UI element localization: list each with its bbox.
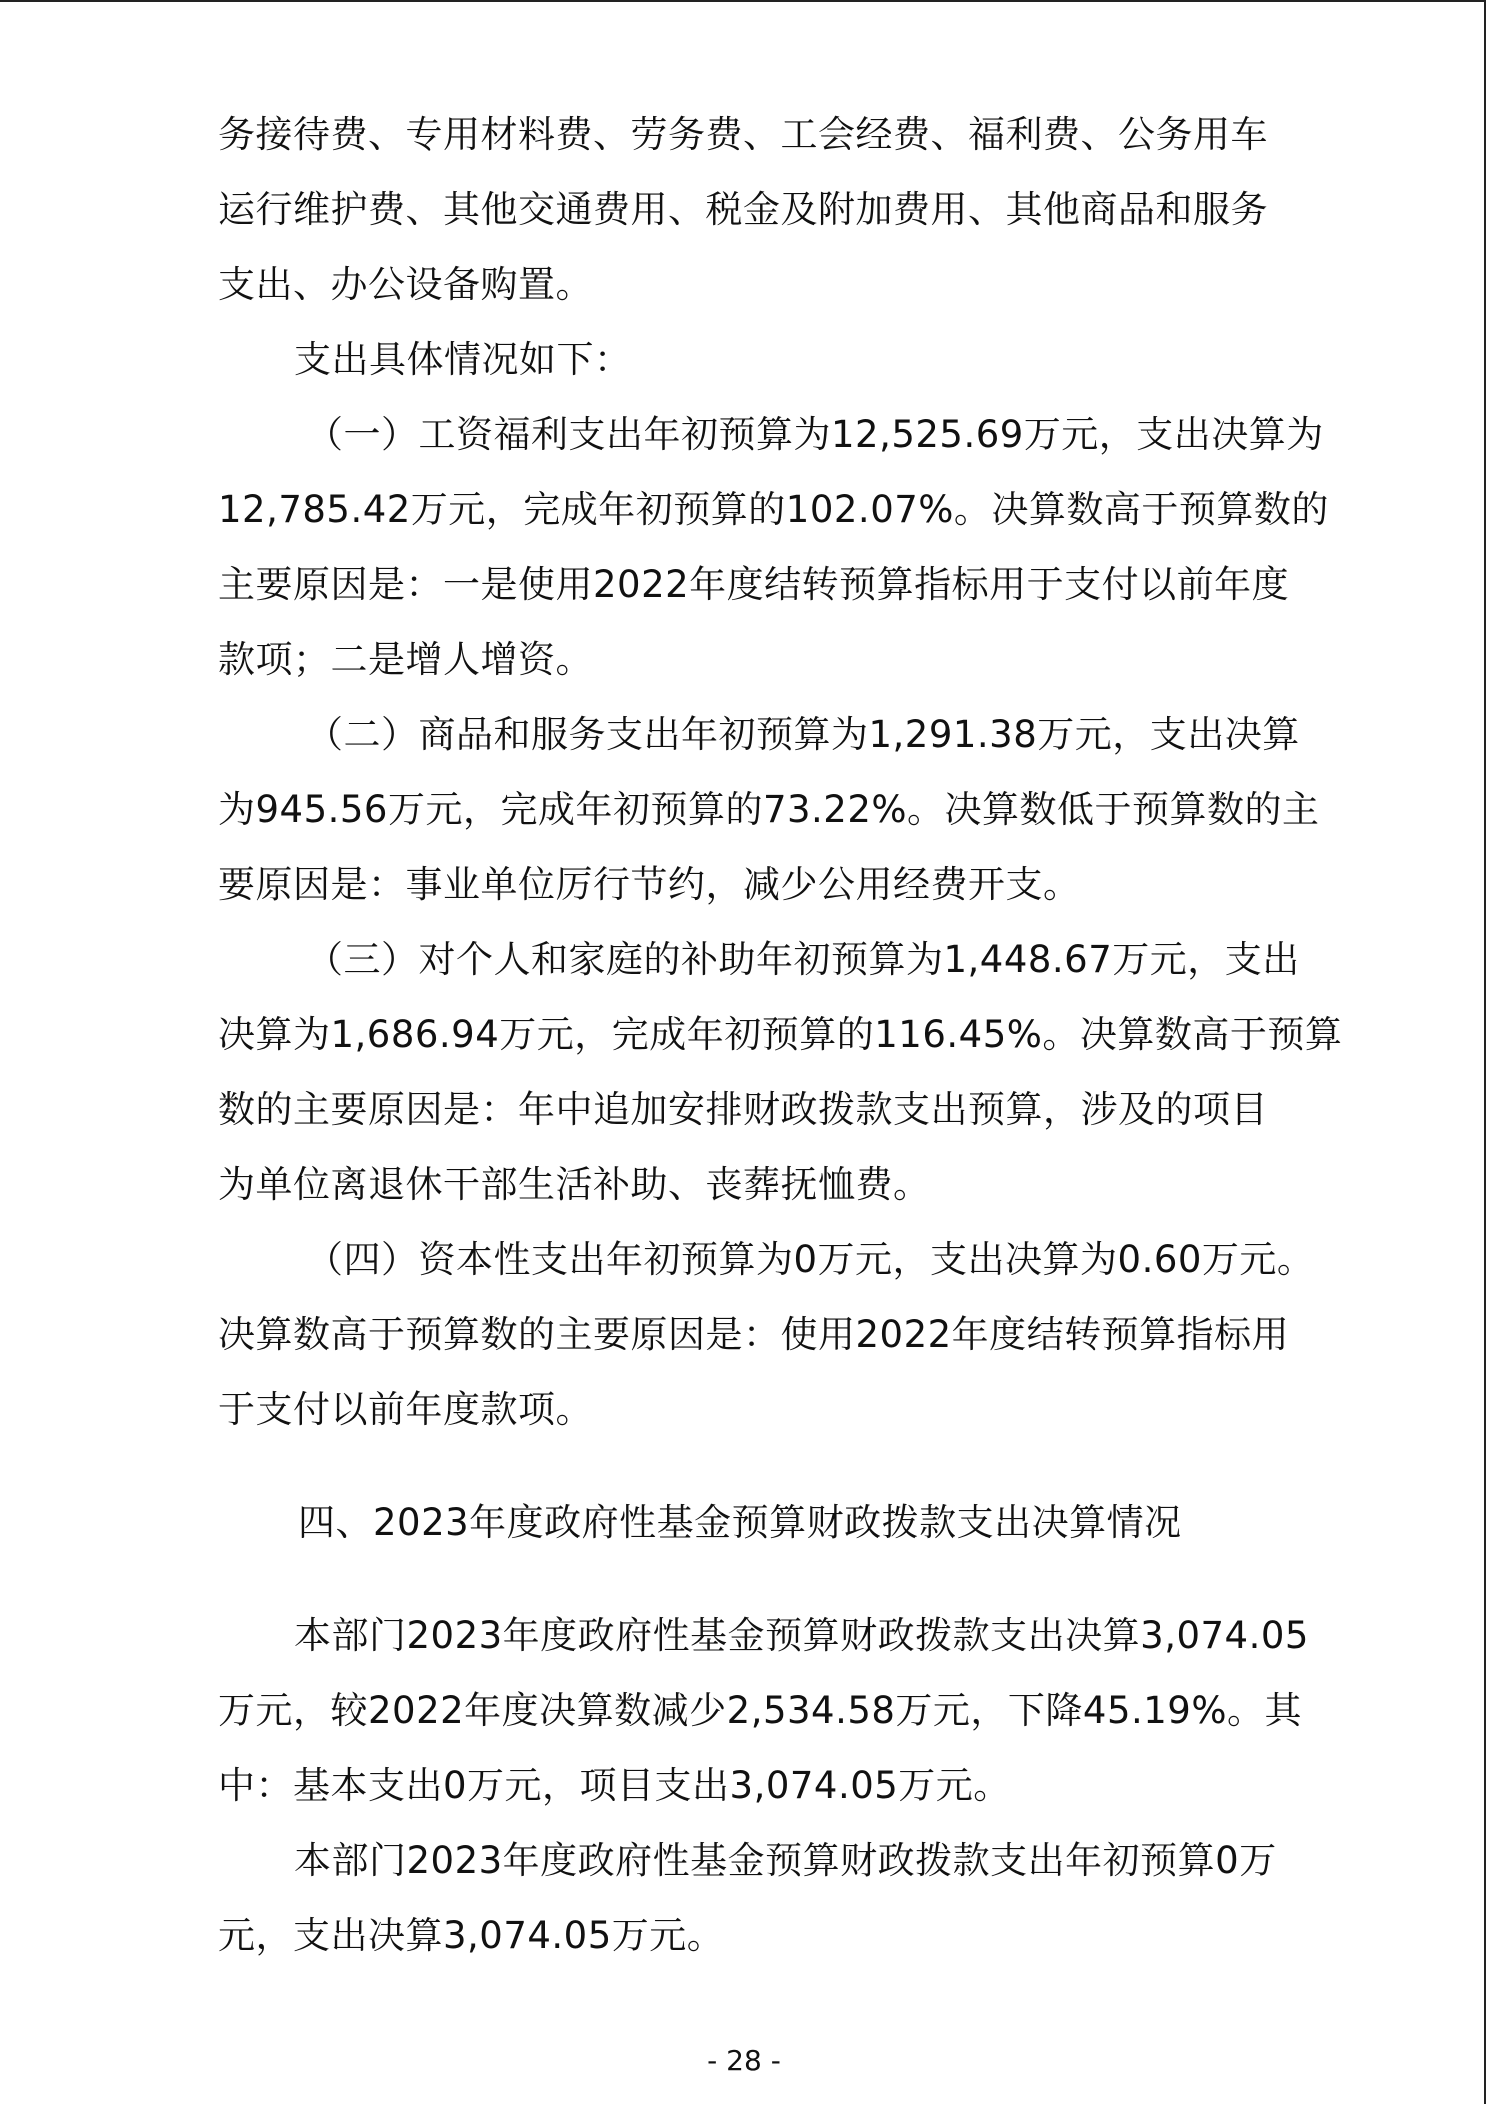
text-line: 于支付以前年度款项。 <box>218 1388 593 1431</box>
text-line: 主要原因是：一是使用2022年度结转预算指标用于支付以前年度 <box>218 563 1290 606</box>
section-title: 四、2023年度政府性基金预算财政拨款支出决算情况 <box>298 1501 1182 1544</box>
item-4-paragraph <box>218 1222 1315 1447</box>
intro-paragraph <box>218 97 1288 322</box>
item-1-paragraph <box>218 397 1329 697</box>
page-number: - 28 - <box>707 2044 781 2077</box>
text-line: 决算数高于预算数的主要原因是：使用2022年度结转预算指标用 <box>218 1313 1290 1356</box>
section-paragraph-1 <box>218 1598 1309 1823</box>
document-body <box>218 97 1343 1973</box>
text-line: 12,785.42万元，完成年初预算的102.07%。决算数高于预算数的 <box>218 488 1329 531</box>
text-line: 本部门2023年度政府性基金预算财政拨款支出年初预算0万 <box>294 1839 1277 1882</box>
text-line: 决算为1,686.94万元，完成年初预算的116.45%。决算数高于预算 <box>218 1013 1343 1056</box>
item-3-paragraph <box>218 922 1343 1222</box>
text-line: 款项；二是增人增资。 <box>218 638 593 681</box>
text-line: （二）商品和服务支出年初预算为1,291.38万元，支出决算 <box>306 713 1300 756</box>
text-line: 本部门2023年度政府性基金预算财政拨款支出决算3,074.05 <box>294 1614 1309 1657</box>
text-line: 中：基本支出0万元，项目支出3,074.05万元。 <box>218 1764 1011 1807</box>
text-line: 元，支出决算3,074.05万元。 <box>218 1914 725 1957</box>
item-2-paragraph <box>218 697 1320 922</box>
text-line: （三）对个人和家庭的补助年初预算为1,448.67万元，支出 <box>306 938 1300 981</box>
text-line: 运行维护费、其他交通费用、税金及附加费用、其他商品和服务 <box>218 188 1268 231</box>
text-line: 数的主要原因是：年中追加安排财政拨款支出预算，涉及的项目 <box>218 1088 1268 1131</box>
text-line: 要原因是：事业单位厉行节约，减少公用经费开支。 <box>218 863 1081 906</box>
text-line: 万元，较2022年度决算数减少2,534.58万元，下降45.19%。其 <box>218 1689 1303 1732</box>
section-paragraph-2 <box>218 1823 1288 1973</box>
text-line: 为单位离退休干部生活补助、丧葬抚恤费。 <box>218 1163 931 1206</box>
text-line: 为945.56万元，完成年初预算的73.22%。决算数低于预算数的主 <box>218 788 1320 831</box>
text-line: （一）工资福利支出年初预算为12,525.69万元，支出决算为 <box>306 413 1324 456</box>
text-line: 支出、办公设备购置。 <box>218 263 593 306</box>
text-line: （四）资本性支出年初预算为0万元，支出决算为0.60万元。 <box>306 1238 1315 1281</box>
detail-heading: 支出具体情况如下： <box>294 338 632 381</box>
text-line: 务接待费、专用材料费、劳务费、工会经费、福利费、公务用车 <box>218 113 1268 156</box>
